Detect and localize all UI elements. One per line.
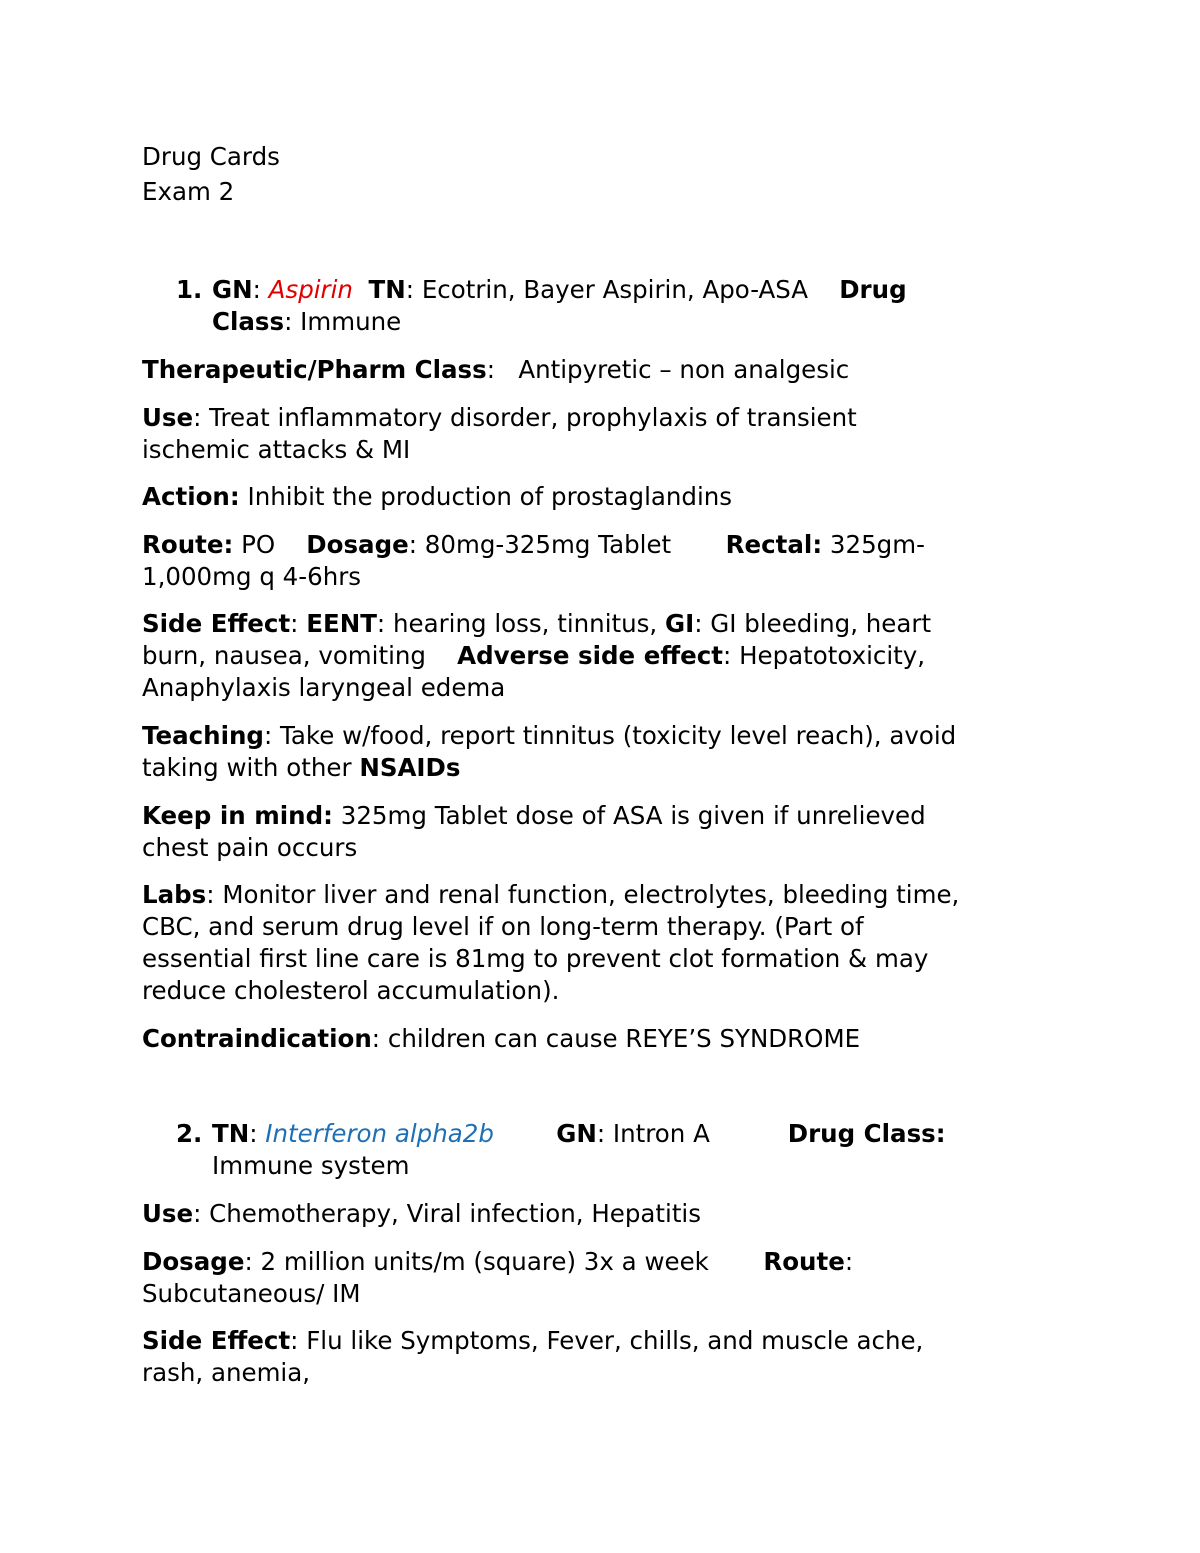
action-label: Action: [142,482,240,511]
drug-label: Drug [839,275,907,304]
gn-label: GN [556,1119,597,1148]
sep: : [723,641,740,670]
adverse-label: Adverse side effect [457,641,724,670]
route-label: Route [763,1247,845,1276]
card1-action [142,481,732,513]
use-value: Treat inflammatory disorder, prophylaxis of transient [209,403,857,432]
card1-side-3: Anaphylaxis laryngeal edema [142,673,506,702]
labs-label: Labs [142,880,207,909]
teaching-value: Take w/food, report tinnitus (toxicity level reach), avoid [280,721,957,750]
card2-line-tn [212,1118,946,1150]
therapeutic-label: Therapeutic/Pharm Class [142,355,487,384]
gn-value: Intron A [612,1119,710,1148]
card2-number: 2. [176,1119,203,1148]
card1-side-1: Side Effect: EENT: hearing loss, tinnitus, GI: GI bleeding, heart [142,609,932,638]
sep: : [193,1199,210,1228]
sep: : [206,880,223,909]
card1-teaching-1 [142,720,956,752]
side-effect-label: Side Effect [142,609,291,638]
tn-label: TN [368,275,406,304]
card1-line-class [212,306,401,338]
card2-use [142,1198,701,1230]
document-title: Drug Cards [142,142,280,171]
route-label: Route: [142,530,234,559]
card1-route [142,529,925,561]
gi-value-2: burn, nausea, vomiting [142,641,426,670]
card1-line-gn [212,274,907,306]
use-value: Chemotherapy, Viral infection, Hepatitis [209,1199,701,1228]
sep: : [371,1024,388,1053]
sep: : [252,275,269,304]
card2-dosage: Dosage: 2 million units/m (square) 3x a week Route: [142,1247,854,1276]
side-effect-label: Side Effect [142,1326,291,1355]
sep: : [284,307,301,336]
dosage-label: Dosage [306,530,409,559]
card1-keep-2: chest pain occurs [142,833,358,862]
document-subtitle: Exam 2 [142,177,235,206]
sep: : [193,403,210,432]
teaching-value-2: taking with other [142,753,360,782]
card1-use-2: ischemic attacks & MI [142,435,411,464]
labs-value: Monitor liver and renal function, electrolytes, bleeding time, [222,880,960,909]
sep: : [244,1247,261,1276]
card2-side-2: rash, anemia, [142,1358,311,1387]
sep: : [290,1326,307,1355]
tn-value: Ecotrin, Bayer Aspirin, Apo-ASA [421,275,809,304]
sep: : [408,530,425,559]
card1-labs-2: CBC, and serum drug level if on long-term therapy. (Part of [142,912,864,941]
gn-label: GN [212,275,253,304]
class-label: Class [212,307,285,336]
gi-value: GI bleeding, heart [710,609,932,638]
use-label: Use [142,403,194,432]
dosage-value: 80mg-325mg Tablet [424,530,672,559]
card1-side-2 [142,640,925,672]
card2-side-1 [142,1325,923,1357]
gi-label: GI [664,609,695,638]
dosage-value: 2 million units/m (square) 3x a week [260,1247,709,1276]
sep: : [249,1119,266,1148]
card2-drug-class: Immune system [212,1151,410,1180]
tn-label: TN [212,1119,250,1148]
card1-labs-1 [142,879,959,911]
dosage-label: Dosage [142,1247,245,1276]
card1-contra [142,1023,860,1055]
card1-use-1 [142,402,857,434]
card1-labs-3: essential first line care is 81mg to prevent clot formation & may [142,944,929,973]
adverse-value: Hepatotoxicity, [739,641,926,670]
nsaids-label: NSAIDs [359,753,461,782]
route-value: PO [241,530,276,559]
contra-value: children can cause REYE’S SYNDROME [387,1024,861,1053]
sep: : [596,1119,613,1148]
use-label: Use [142,1199,194,1228]
card1-rectal-2: 1,000mg q 4-6hrs [142,562,362,591]
contra-label: Contraindication [142,1024,372,1053]
interferon-name: Interferon alpha2b [265,1119,494,1148]
rectal-value: 325gm- [829,530,925,559]
keep-value: 325mg Tablet dose of ASA is given if unrelieved [340,801,926,830]
card1-teaching-2 [142,752,460,784]
card1-labs-4: reduce cholesterol accumulation). [142,976,560,1005]
card2-route: Subcutaneous/ IM [142,1279,361,1308]
drug-class-label: Drug Class: [787,1119,946,1148]
sep: : [376,609,393,638]
card1-therapeutic: Therapeutic/Pharm Class: Antipyretic – non analgesic [142,355,850,384]
eent-value: hearing loss, tinnitus, [392,609,665,638]
keep-label: Keep in mind: [142,801,333,830]
aspirin-name: Aspirin [268,275,353,304]
therapeutic-value: Antipyretic – non analgesic [518,355,850,384]
action-value: Inhibit the production of prostaglandins [247,482,733,511]
drug-class-value: Immune [300,307,402,336]
sep: : [694,609,711,638]
side-effect-value: Flu like Symptoms, Fever, chills, and muscle ache, [306,1326,924,1355]
card1-keep-1 [142,800,926,832]
card1-number: 1. [176,275,203,304]
rectal-label: Rectal: [725,530,823,559]
sep: : [405,275,422,304]
teaching-label: Teaching [142,721,264,750]
sep: : [263,721,280,750]
eent-label: EENT [306,609,377,638]
